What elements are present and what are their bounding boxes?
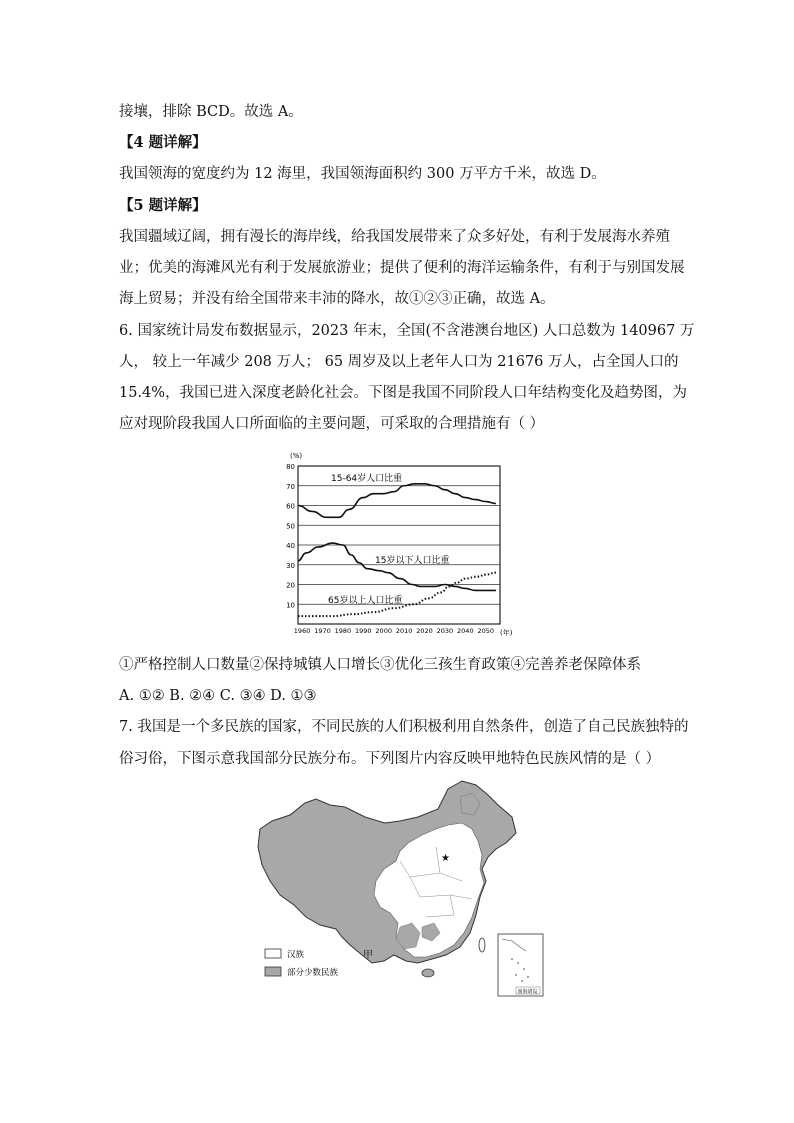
question-6-line-2: 人， 较上一年减少 208 万人； 65 周岁及以上老年人口为 21676 万人，占全国人口的: [119, 354, 679, 370]
location-marker-jia: 甲: [363, 950, 373, 961]
y-tick-label: 80: [286, 463, 295, 471]
y-tick-label: 20: [286, 581, 295, 590]
x-tick-label: 1970: [314, 627, 331, 635]
x-tick-label: 2010: [395, 627, 413, 635]
section-heading-4: 【4 题详解】: [119, 134, 207, 151]
question-6-choices: A. ①② B. ②④ C. ③④ D. ①③: [119, 688, 317, 704]
text-line-1: 接壤，排除 BCD。故选 A。: [119, 104, 303, 120]
population-structure-chart: [276, 448, 516, 640]
series-label-15-64: 15-64岁人口比重: [331, 474, 403, 484]
legend-label-han: 汉族: [287, 950, 305, 960]
x-tick-label: 2050: [477, 627, 494, 635]
text-line-7: 海上贸易；并没有给全国带来丰沛的降水，故①②③正确，故选 A。: [119, 291, 555, 307]
legend-swatch-han: [265, 949, 281, 958]
legend-label-minority: 部分少数民族: [287, 968, 339, 978]
x-tick-label: 1990: [355, 627, 372, 635]
taiwan-island: [479, 938, 485, 952]
x-tick-label: 2000: [375, 627, 392, 635]
question-7-line-1: 7. 我国是一个多民族的国家，不同民族的人们积极利用自然条件，创造了自己民族独特的: [119, 719, 689, 735]
question-6-line-4: 应对现阶段我国人口所面临的主要问题，可采取的合理措施有（ ）: [119, 416, 545, 432]
x-tick-label: 1980: [334, 627, 352, 635]
question-6-line-3: 15.4%，我国已进入深度老龄化社会。下图是我国不同阶段人口年结构变化及趋势图，为: [119, 385, 688, 401]
series-label-over-65: 65岁以上人口比重: [328, 596, 403, 606]
y-tick-label: 60: [286, 502, 295, 511]
text-line-3: 我国领海的宽度约为 12 海里，我国领海面积约 300 万平方千米，故选 D。: [119, 166, 606, 182]
x-axis-unit: (年): [500, 629, 513, 637]
legend-swatch-minority: [265, 967, 281, 976]
y-tick-label: 30: [286, 561, 295, 570]
section-heading-5: 【5 题详解】: [119, 197, 207, 214]
question-6-line-1: 6. 国家统计局发布数据显示，2023 年末，全国(不含港澳台地区) 人口总数为 140967 万: [119, 323, 695, 339]
inset-label: 南海诸岛: [517, 989, 538, 995]
y-tick-label: 10: [286, 601, 295, 610]
x-tick-label: 2030: [436, 627, 454, 635]
x-tick-label: 2040: [457, 627, 474, 635]
y-tick-label: 70: [286, 482, 295, 491]
y-tick-label: 40: [286, 542, 295, 550]
capital-star-icon: ★: [441, 853, 450, 864]
text-line-6: 业；优美的海滩风光有利于发展旅游业；提供了便利的海洋运输条件，有利于与别国发展: [119, 260, 685, 276]
x-tick-label: 1960: [293, 627, 311, 635]
series-label-under-15: 15岁以下人口比重: [375, 556, 450, 566]
question-6-options-statement: ①严格控制人口数量②保持城镇人口增长③优化三孩生育政策④完善养老保障体系: [119, 657, 641, 673]
x-tick-label: 2020: [416, 627, 433, 635]
text-line-5: 我国疆域辽阔，拥有漫长的海岸线，给我国发展带来了众多好处，有利于发展海水养殖: [119, 229, 670, 245]
y-axis-unit: (%): [290, 452, 303, 460]
y-tick-label: 50: [286, 522, 295, 531]
ethnic-distribution-map: [250, 777, 550, 1002]
series-line-2: [298, 573, 496, 616]
hainan-island: [422, 969, 434, 977]
series-line-1: [298, 543, 496, 590]
question-7-line-2: 俗习俗，下图示意我国部分民族分布。下列图片内容反映甲地特色民族风情的是（ ）: [119, 751, 661, 767]
south-sea-inset: [498, 934, 543, 996]
series-line-0: [298, 484, 496, 518]
